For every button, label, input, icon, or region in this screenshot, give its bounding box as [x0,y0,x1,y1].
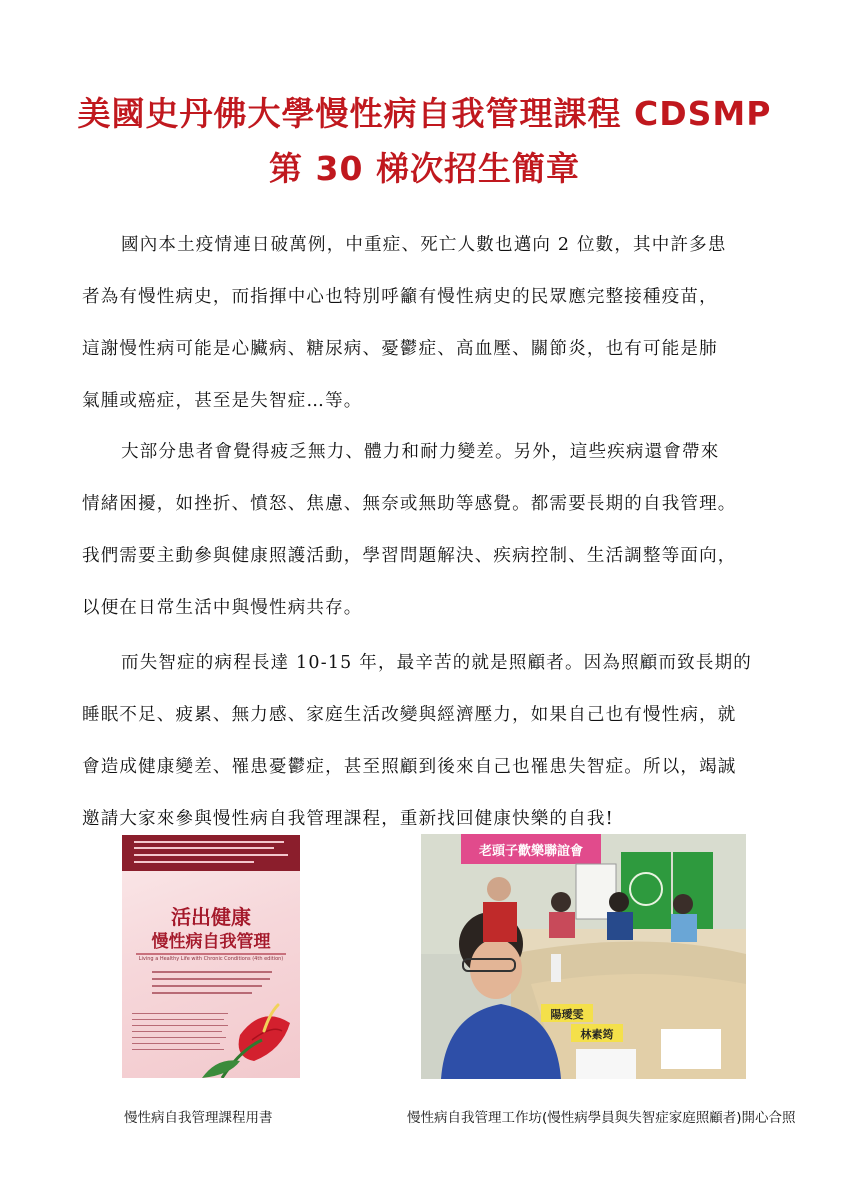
paragraph-line: 者為有慢性病史，而指揮中心也特別呼籲有慢性病史的民眾應完整接種疫苗， [82,287,718,307]
nameplate-1: 陽璦雯 [550,1008,584,1021]
paragraph-line: 而失智症的病程長達 10-15 年，最辛苦的就是照顧者。因為照顧而致長期的 [121,653,752,673]
paragraph-2 [82,437,774,645]
page-title-line1: 美國史丹佛大學慢性病自我管理課程 CDSMP [77,94,772,133]
workshop-caption: 慢性病自我管理工作坊(慢性病學員與失智症家庭照顧者)開心合照 [407,1110,796,1126]
paragraph-line: 情緒困擾，如挫折、憤怒、焦慮、無奈或無助等感覺。都需要長期的自我管理。 [82,494,737,514]
paragraph-line: 大部分患者會覺得疲乏無力、體力和耐力變差。另外，這些疾病還會帶來 [121,442,720,462]
workshop-scene [421,834,746,1079]
paragraph-line: 我們需要主動參與健康照護活動，學習問題解決、疾病控制、生活調整等面向， [82,546,737,566]
paragraph-line: 這謝慢性病可能是心臟病、糖尿病、憂鬱症、高血壓、關節炎，也有可能是肺 [82,339,718,359]
paragraph-line: 氣腫或癌症，甚至是失智症…等。 [82,391,363,411]
book-caption: 慢性病自我管理課程用書 [124,1110,273,1126]
book-title-line1: 活出健康 [171,905,251,929]
paragraph-3 [82,648,774,856]
paragraph-line: 以便在日常生活中與慢性病共存。 [82,598,363,618]
paragraph-line: 邀請大家來參與慢性病自我管理課程，重新找回健康快樂的自我! [82,809,614,829]
book-cover-image [122,835,300,1078]
paragraph-line: 會造成健康變差、罹患憂鬱症，甚至照顧到後來自己也罹患失智症。所以，竭誠 [82,757,737,777]
workshop-photo [421,834,746,1079]
anthurium-flower-icon [122,835,300,1078]
page-title-line2: 第 30 梯次招生簡章 [269,149,580,188]
book-subtitle: Living a Healthy Life with Chronic Conditions (4th edition) [138,956,284,962]
paragraph-line: 國內本土疫情連日破萬例，中重症、死亡人數也邁向 2 位數，其中許多患 [121,235,727,255]
nameplate-2: 林素筠 [580,1028,614,1041]
meeting-banner: 老頭子歡樂聯誼會 [478,844,583,859]
paragraph-1 [82,230,774,438]
book-title-line2: 慢性病自我管理 [151,932,271,952]
paragraph-line: 睡眠不足、疲累、無力感、家庭生活改變與經濟壓力，如果自己也有慢性病，就 [82,705,737,725]
